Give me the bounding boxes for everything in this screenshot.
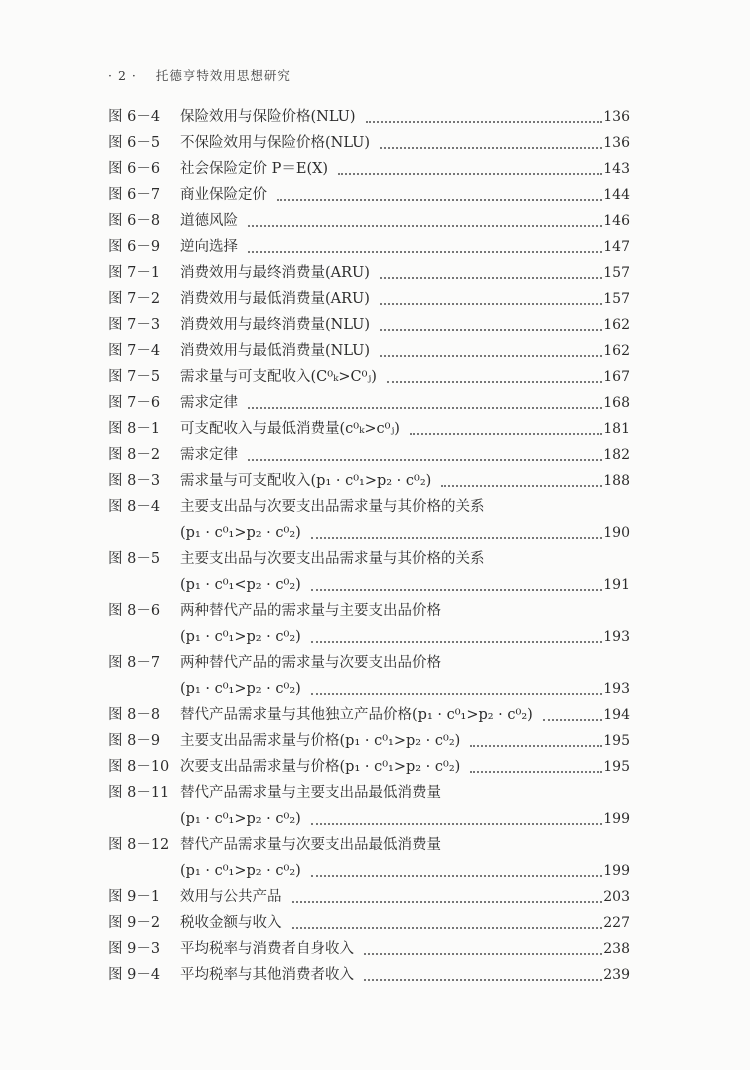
dot-leader — [380, 260, 602, 279]
dot-leader — [380, 286, 602, 305]
toc-entry — [108, 260, 630, 286]
dot-leader — [470, 728, 602, 747]
page-number: 157 — [603, 291, 630, 307]
figure-title: 消费效用与最低消费量(ARU) — [180, 291, 370, 307]
toc-entry-continuation — [108, 676, 630, 702]
figure-title: 税收金额与收入 — [180, 915, 282, 931]
figure-title: 消费效用与最终消费量(ARU) — [180, 265, 370, 281]
figure-title: 保险效用与保险价格(NLU) — [180, 109, 356, 125]
dot-leader — [338, 156, 602, 175]
page-number: 191 — [603, 577, 630, 593]
dot-leader — [277, 182, 602, 201]
figure-title: 效用与公共产品 — [180, 889, 282, 905]
figure-label: 图 8－1 — [108, 421, 161, 437]
figure-title-continuation: (p₁ · c⁰₁>p₂ · c⁰₂) — [180, 811, 301, 827]
dot-leader — [248, 442, 602, 461]
page-number: 146 — [603, 213, 630, 229]
page-number: 199 — [603, 811, 630, 827]
dot-leader — [410, 416, 602, 435]
toc-entry — [108, 208, 630, 234]
page-number: 144 — [603, 187, 630, 203]
figure-label: 图 8－6 — [108, 603, 161, 619]
figure-label: 图 7－5 — [108, 369, 161, 385]
page-number: 193 — [603, 629, 630, 645]
toc-entry — [108, 468, 630, 494]
toc-entry — [108, 442, 630, 468]
page-number: 195 — [603, 733, 630, 749]
page-number: 195 — [603, 759, 630, 775]
toc-entry — [108, 832, 630, 858]
figure-label: 图 6－5 — [108, 135, 161, 151]
page-number: 238 — [603, 941, 630, 957]
toc-entry — [108, 156, 630, 182]
toc-entry — [108, 286, 630, 312]
toc-entry — [108, 104, 630, 130]
figure-title: 可支配收入与最低消费量(c⁰ₖ>c⁰ⱼ) — [180, 421, 400, 437]
toc-entry — [108, 598, 630, 624]
page-number: 194 — [603, 707, 630, 723]
figure-label: 图 7－6 — [108, 395, 161, 411]
figure-title: 社会保险定价 P＝E(X) — [180, 161, 329, 177]
toc-entry-continuation — [108, 520, 630, 546]
figure-title: 两种替代产品的需求量与次要支出品价格 — [180, 655, 441, 671]
figure-label: 图 7－2 — [108, 291, 161, 307]
dot-leader — [387, 364, 602, 383]
figure-label: 图 6－8 — [108, 213, 161, 229]
running-title: 托德亨特效用思想研究 — [155, 68, 291, 83]
toc-entry — [108, 884, 630, 910]
figure-label: 图 6－4 — [108, 109, 161, 125]
dot-leader — [311, 624, 602, 643]
figure-label: 图 9－1 — [108, 889, 161, 905]
dot-leader — [311, 520, 602, 539]
figure-title: 平均税率与消费者自身收入 — [180, 941, 354, 957]
toc-entry — [108, 910, 630, 936]
figure-label: 图 8－7 — [108, 655, 161, 671]
figure-title: 需求定律 — [180, 447, 238, 463]
figure-title: 消费效用与最低消费量(NLU) — [180, 343, 371, 359]
figure-label: 图 9－2 — [108, 915, 161, 931]
page-number: 182 — [603, 447, 630, 463]
figure-label: 图 9－3 — [108, 941, 161, 957]
dot-leader — [292, 910, 602, 929]
figure-title-continuation: (p₁ · c⁰₁<p₂ · c⁰₂) — [180, 577, 301, 593]
dot-leader — [380, 312, 602, 331]
dot-leader — [364, 962, 602, 981]
figure-title: 平均税率与其他消费者收入 — [180, 967, 354, 983]
toc-entry — [108, 338, 630, 364]
figure-title: 主要支出品需求量与价格(p₁ · c⁰₁>p₂ · c⁰₂) — [180, 733, 461, 749]
figure-title: 替代产品需求量与其他独立产品价格(p₁ · c⁰₁>p₂ · c⁰₂) — [180, 707, 533, 723]
dot-leader — [441, 468, 602, 487]
toc-entry-continuation — [108, 858, 630, 884]
toc-entry — [108, 390, 630, 416]
figure-label: 图 7－4 — [108, 343, 161, 359]
page-number: 203 — [603, 889, 630, 905]
figure-title: 逆向选择 — [180, 239, 238, 255]
figure-label: 图 6－7 — [108, 187, 161, 203]
page-number: 162 — [603, 343, 630, 359]
dot-leader — [470, 754, 602, 773]
figure-label: 图 8－10 — [108, 759, 170, 775]
toc-entry-continuation — [108, 572, 630, 598]
dot-leader — [248, 390, 602, 409]
toc-entry — [108, 546, 630, 572]
figure-label: 图 8－9 — [108, 733, 161, 749]
figure-label: 图 8－2 — [108, 447, 161, 463]
figure-label: 图 8－4 — [108, 499, 161, 515]
page-number: 162 — [603, 317, 630, 333]
dot-leader — [543, 702, 602, 721]
figure-title: 道德风险 — [180, 213, 238, 229]
dot-leader — [364, 936, 602, 955]
figure-title-continuation: (p₁ · c⁰₁>p₂ · c⁰₂) — [180, 681, 301, 697]
page-number: 136 — [603, 109, 630, 125]
page-number: 167 — [603, 369, 630, 385]
figure-label: 图 8－12 — [108, 837, 170, 853]
page-number: 199 — [603, 863, 630, 879]
dot-leader — [311, 676, 602, 695]
dot-leader — [311, 858, 602, 877]
figure-title: 次要支出品需求量与价格(p₁ · c⁰₁>p₂ · c⁰₂) — [180, 759, 461, 775]
figure-title: 消费效用与最终消费量(NLU) — [180, 317, 371, 333]
page-number: 190 — [603, 525, 630, 541]
figure-title: 主要支出品与次要支出品需求量与其价格的关系 — [180, 499, 485, 515]
figure-title-continuation: (p₁ · c⁰₁>p₂ · c⁰₂) — [180, 629, 301, 645]
dot-leader — [292, 884, 602, 903]
figure-label: 图 8－3 — [108, 473, 161, 489]
figure-label: 图 6－6 — [108, 161, 161, 177]
figure-list — [108, 104, 630, 988]
page-number: 227 — [603, 915, 630, 931]
toc-entry — [108, 312, 630, 338]
running-header — [108, 66, 291, 84]
figure-label: 图 8－5 — [108, 551, 161, 567]
figure-title: 不保险效用与保险价格(NLU) — [180, 135, 371, 151]
dot-leader — [248, 234, 602, 253]
page-number: 239 — [603, 967, 630, 983]
page-number: 143 — [603, 161, 630, 177]
toc-entry-continuation — [108, 806, 630, 832]
page-number: 181 — [603, 421, 630, 437]
toc-entry — [108, 702, 630, 728]
figure-label: 图 7－3 — [108, 317, 161, 333]
page-number: 147 — [603, 239, 630, 255]
figure-title: 替代产品需求量与次要支出品最低消费量 — [180, 837, 441, 853]
toc-entry — [108, 650, 630, 676]
page-number: 188 — [603, 473, 630, 489]
dot-leader — [248, 208, 602, 227]
dot-leader — [366, 104, 602, 123]
toc-entry — [108, 364, 630, 390]
figure-title: 替代产品需求量与主要支出品最低消费量 — [180, 785, 441, 801]
toc-entry — [108, 234, 630, 260]
page-number: 193 — [603, 681, 630, 697]
toc-entry — [108, 780, 630, 806]
dot-leader — [380, 338, 602, 357]
toc-entry — [108, 494, 630, 520]
figure-title: 主要支出品与次要支出品需求量与其价格的关系 — [180, 551, 485, 567]
toc-entry — [108, 182, 630, 208]
figure-title-continuation: (p₁ · c⁰₁>p₂ · c⁰₂) — [180, 863, 301, 879]
toc-entry — [108, 754, 630, 780]
page-number: 136 — [603, 135, 630, 151]
page-number: 168 — [603, 395, 630, 411]
toc-entry — [108, 962, 630, 988]
toc-entry — [108, 416, 630, 442]
figure-label: 图 8－11 — [108, 785, 170, 801]
figure-title: 两种替代产品的需求量与主要支出品价格 — [180, 603, 441, 619]
page-number-marker: · 2 · — [108, 68, 137, 83]
figure-label: 图 9－4 — [108, 967, 161, 983]
dot-leader — [311, 806, 602, 825]
dot-leader — [380, 130, 602, 149]
figure-title-continuation: (p₁ · c⁰₁>p₂ · c⁰₂) — [180, 525, 301, 541]
dot-leader — [311, 572, 602, 591]
figure-title: 需求量与可支配收入(p₁ · c⁰₁>p₂ · c⁰₂) — [180, 473, 432, 489]
figure-title: 需求定律 — [180, 395, 238, 411]
figure-label: 图 6－9 — [108, 239, 161, 255]
page-number: 157 — [603, 265, 630, 281]
figure-title: 商业保险定价 — [180, 187, 267, 203]
toc-entry — [108, 728, 630, 754]
figure-label: 图 7－1 — [108, 265, 161, 281]
figure-label: 图 8－8 — [108, 707, 161, 723]
toc-entry — [108, 936, 630, 962]
toc-entry-continuation — [108, 624, 630, 650]
toc-entry — [108, 130, 630, 156]
figure-title: 需求量与可支配收入(C⁰ₖ>C⁰ⱼ) — [180, 369, 377, 385]
